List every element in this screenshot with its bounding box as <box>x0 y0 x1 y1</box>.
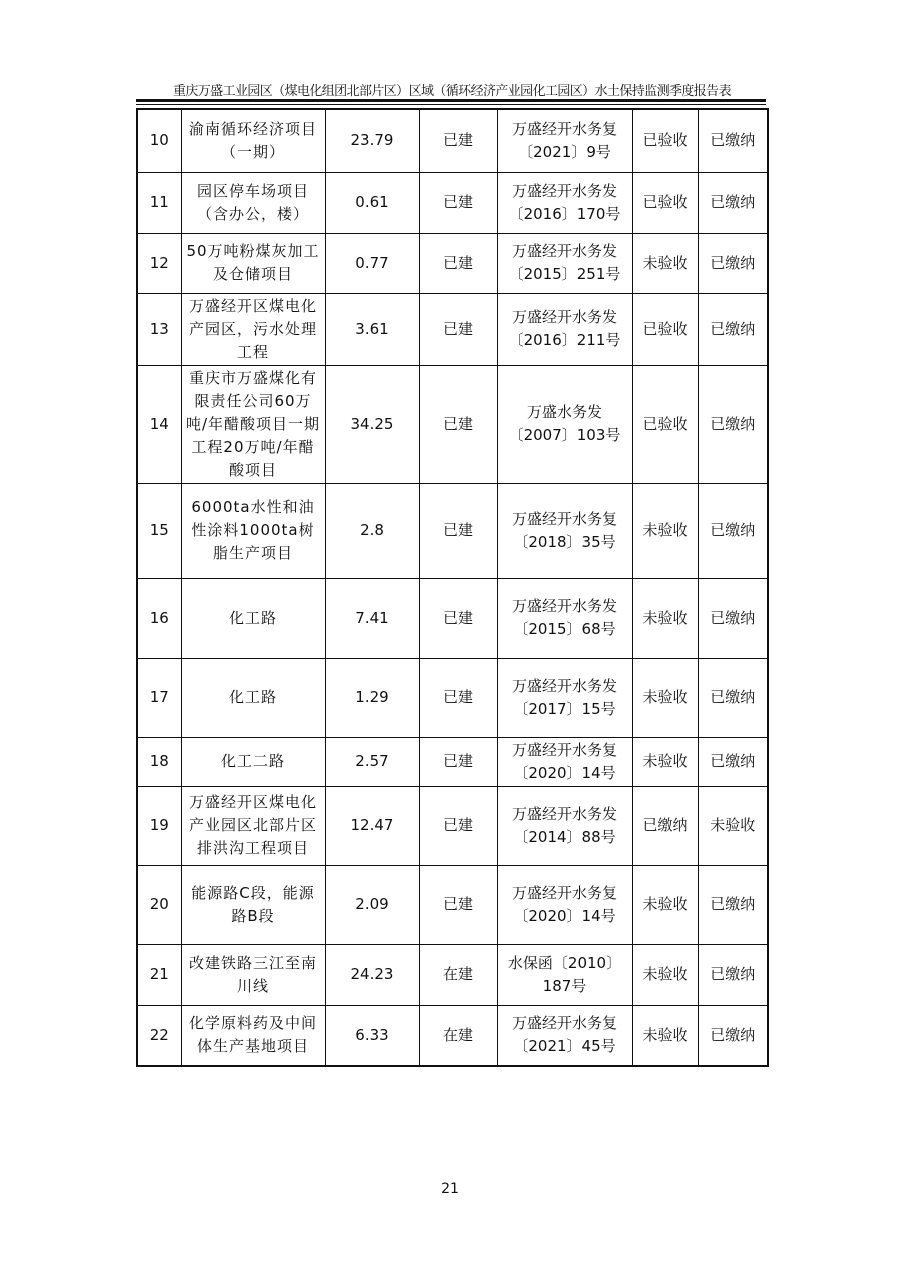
area-value: 0.61 <box>325 172 419 233</box>
row-number: 12 <box>137 233 181 293</box>
acceptance-status: 已验收 <box>632 109 698 172</box>
payment-status: 已缴纳 <box>698 944 768 1005</box>
table-row <box>137 737 768 786</box>
area-value: 34.25 <box>325 365 419 483</box>
acceptance-status: 已验收 <box>632 293 698 365</box>
table-row <box>137 944 768 1005</box>
payment-status: 未验收 <box>698 786 768 865</box>
table-row <box>137 109 768 172</box>
area-value: 1.29 <box>325 658 419 737</box>
table-body <box>137 109 768 1066</box>
row-number: 15 <box>137 483 181 578</box>
table-row <box>137 365 768 483</box>
project-name: 万盛经开区煤电化产园区，污水处理工程 <box>181 293 325 365</box>
payment-status: 已缴纳 <box>698 293 768 365</box>
row-number: 20 <box>137 865 181 944</box>
row-number: 16 <box>137 578 181 658</box>
approval-document: 万盛经开水务发〔2017〕15号 <box>497 658 632 737</box>
acceptance-status: 未验收 <box>632 865 698 944</box>
table-row <box>137 578 768 658</box>
project-name: 渝南循环经济项目（一期） <box>181 109 325 172</box>
table-row <box>137 233 768 293</box>
payment-status: 已缴纳 <box>698 365 768 483</box>
payment-status: 已缴纳 <box>698 737 768 786</box>
project-name: 6000ta水性和油性涂料1000ta树脂生产项目 <box>181 483 325 578</box>
acceptance-status: 未验收 <box>632 658 698 737</box>
acceptance-status: 已验收 <box>632 365 698 483</box>
approval-document: 万盛经开水务发〔2016〕211号 <box>497 293 632 365</box>
acceptance-status: 已缴纳 <box>632 786 698 865</box>
approval-document: 万盛经开水务复〔2018〕35号 <box>497 483 632 578</box>
approval-document: 万盛经开水务复〔2020〕14号 <box>497 865 632 944</box>
row-number: 10 <box>137 109 181 172</box>
header-rule-thick <box>136 99 766 102</box>
acceptance-status: 未验收 <box>632 233 698 293</box>
acceptance-status: 未验收 <box>632 737 698 786</box>
header-rule-thin <box>136 104 766 105</box>
project-name: 化工二路 <box>181 737 325 786</box>
row-number: 18 <box>137 737 181 786</box>
payment-status: 已缴纳 <box>698 483 768 578</box>
table-row <box>137 865 768 944</box>
payment-status: 已缴纳 <box>698 578 768 658</box>
build-status: 在建 <box>419 1005 497 1066</box>
project-name: 能源路C段，能源路B段 <box>181 865 325 944</box>
area-value: 2.09 <box>325 865 419 944</box>
approval-document: 万盛经开水务复〔2020〕14号 <box>497 737 632 786</box>
row-number: 11 <box>137 172 181 233</box>
acceptance-status: 已验收 <box>632 172 698 233</box>
table-row <box>137 483 768 578</box>
approval-document: 万盛经开水务发〔2015〕251号 <box>497 233 632 293</box>
project-name: 重庆市万盛煤化有限责任公司60万吨/年醋酸项目一期工程20万吨/年醋酸项目 <box>181 365 325 483</box>
payment-status: 已缴纳 <box>698 109 768 172</box>
area-value: 23.79 <box>325 109 419 172</box>
build-status: 已建 <box>419 578 497 658</box>
acceptance-status: 未验收 <box>632 578 698 658</box>
acceptance-status: 未验收 <box>632 944 698 1005</box>
build-status: 已建 <box>419 172 497 233</box>
approval-document: 万盛经开水务复〔2021〕9号 <box>497 109 632 172</box>
area-value: 2.57 <box>325 737 419 786</box>
build-status: 已建 <box>419 737 497 786</box>
table-row <box>137 293 768 365</box>
payment-status: 已缴纳 <box>698 865 768 944</box>
project-name: 万盛经开区煤电化产业园区北部片区排洪沟工程项目 <box>181 786 325 865</box>
area-value: 7.41 <box>325 578 419 658</box>
area-value: 2.8 <box>325 483 419 578</box>
page-header-title: 重庆万盛工业园区（煤电化组团北部片区）区域（循环经济产业园化工园区）水土保持监测季度报告表 <box>172 84 731 99</box>
table-row <box>137 658 768 737</box>
payment-status: 已缴纳 <box>698 658 768 737</box>
payment-status: 已缴纳 <box>698 1005 768 1066</box>
payment-status: 已缴纳 <box>698 233 768 293</box>
project-table <box>136 108 769 1067</box>
area-value: 6.33 <box>325 1005 419 1066</box>
payment-status: 已缴纳 <box>698 172 768 233</box>
table-row <box>137 1005 768 1066</box>
table-row <box>137 172 768 233</box>
row-number: 21 <box>137 944 181 1005</box>
build-status: 已建 <box>419 293 497 365</box>
project-name: 化工路 <box>181 658 325 737</box>
project-name: 50万吨粉煤灰加工及仓储项目 <box>181 233 325 293</box>
approval-document: 水保函〔2010〕187号 <box>497 944 632 1005</box>
build-status: 已建 <box>419 109 497 172</box>
acceptance-status: 未验收 <box>632 483 698 578</box>
approval-document: 万盛经开水务发〔2016〕170号 <box>497 172 632 233</box>
area-value: 12.47 <box>325 786 419 865</box>
project-name: 改建铁路三江至南川线 <box>181 944 325 1005</box>
build-status: 已建 <box>419 233 497 293</box>
row-number: 13 <box>137 293 181 365</box>
build-status: 已建 <box>419 865 497 944</box>
row-number: 22 <box>137 1005 181 1066</box>
area-value: 24.23 <box>325 944 419 1005</box>
approval-document: 万盛经开水务发〔2014〕88号 <box>497 786 632 865</box>
project-name: 化工路 <box>181 578 325 658</box>
row-number: 14 <box>137 365 181 483</box>
area-value: 3.61 <box>325 293 419 365</box>
row-number: 17 <box>137 658 181 737</box>
row-number: 19 <box>137 786 181 865</box>
build-status: 已建 <box>419 658 497 737</box>
build-status: 已建 <box>419 786 497 865</box>
build-status: 已建 <box>419 365 497 483</box>
project-name: 园区停车场项目（含办公，楼） <box>181 172 325 233</box>
table-row <box>137 786 768 865</box>
area-value: 0.77 <box>325 233 419 293</box>
build-status: 已建 <box>419 483 497 578</box>
page-number: 21 <box>441 1181 459 1197</box>
approval-document: 万盛经开水务发〔2015〕68号 <box>497 578 632 658</box>
acceptance-status: 未验收 <box>632 1005 698 1066</box>
project-name: 化学原料药及中间体生产基地项目 <box>181 1005 325 1066</box>
build-status: 在建 <box>419 944 497 1005</box>
approval-document: 万盛水务发〔2007〕103号 <box>497 365 632 483</box>
approval-document: 万盛经开水务复〔2021〕45号 <box>497 1005 632 1066</box>
